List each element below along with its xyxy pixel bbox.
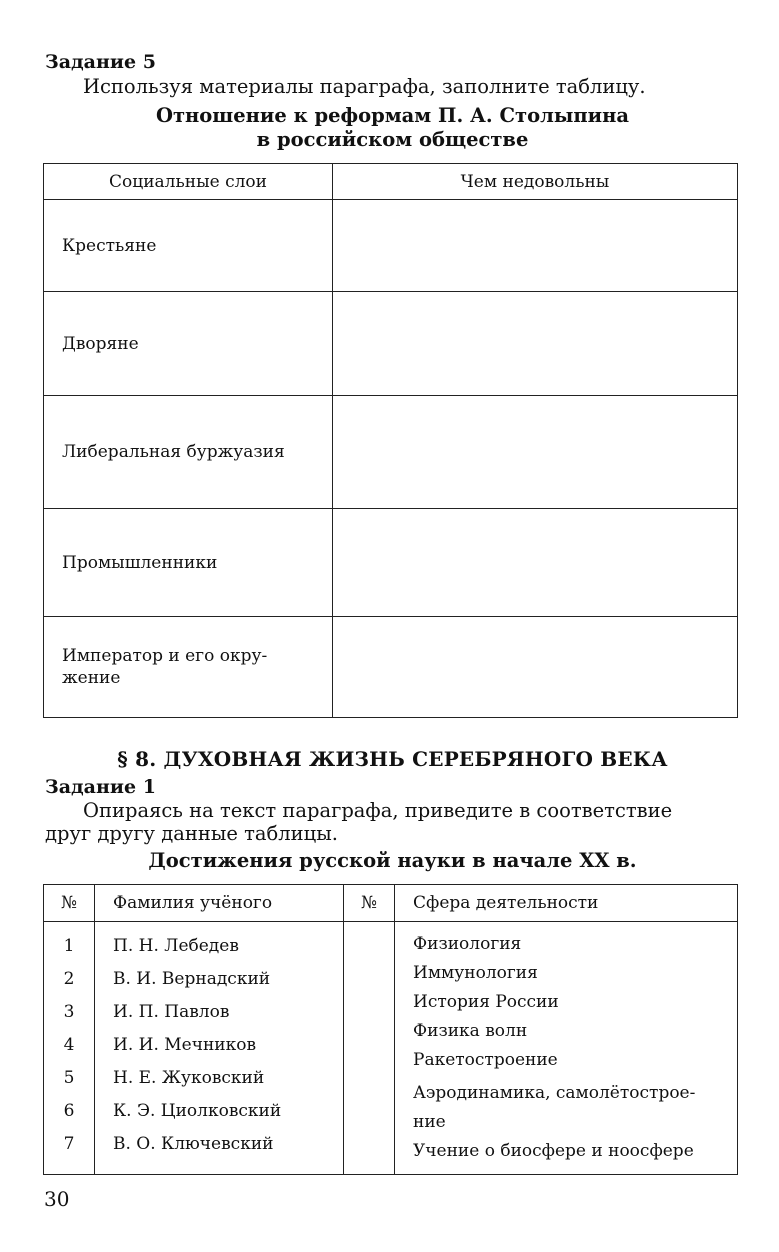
list-item: В. О. Ключевский: [113, 1134, 274, 1154]
reforms-attitude-table: [43, 163, 738, 718]
header-scientist: Фамилия учёного: [95, 885, 344, 922]
header-number-2: №: [344, 885, 395, 922]
match-answer-column[interactable]: [344, 922, 395, 1175]
header-discontent: Чем недовольны: [333, 164, 738, 200]
list-item-line: ние: [413, 1112, 446, 1132]
table-row: [44, 396, 738, 509]
scientists-column: [95, 922, 344, 1175]
list-item: Иммунология: [413, 963, 538, 983]
list-item: История России: [413, 992, 559, 1012]
list-item: 3: [63, 1002, 75, 1022]
table-body-row: [44, 922, 738, 1175]
task-5-instruction: Используя материалы параграфа, заполните таблицу.: [83, 75, 646, 98]
list-item: В. И. Вернадский: [113, 969, 271, 989]
table-2-title: Достижения русской науки в начале XX в.: [148, 849, 637, 872]
layer-cell: [44, 617, 333, 718]
list-item: И. И. Мечников: [113, 1035, 257, 1055]
list-item: К. Э. Циолковский: [113, 1101, 282, 1121]
list-item: 6: [63, 1101, 75, 1121]
layer-text-line2: жение: [62, 668, 121, 688]
table-row: [44, 292, 738, 396]
answer-cell[interactable]: [333, 292, 738, 396]
list-item: 2: [63, 969, 75, 989]
layer-cell: Промышленники: [44, 509, 333, 617]
layer-cell: Либеральная буржуазия: [44, 396, 333, 509]
spheres-column: [395, 922, 738, 1175]
list-item: 1: [63, 936, 75, 956]
numbers-column: [44, 922, 95, 1175]
header-number: №: [44, 885, 95, 922]
table-row: [44, 200, 738, 292]
list-item: 7: [63, 1134, 75, 1154]
section-title: § 8. ДУХОВНАЯ ЖИЗНЬ СЕРЕБРЯНОГО ВЕКА: [117, 747, 668, 771]
page-number: 30: [44, 1187, 70, 1211]
list-item: П. Н. Лебедев: [113, 936, 239, 956]
list-item: 4: [63, 1035, 75, 1055]
answer-cell[interactable]: [333, 617, 738, 718]
science-achievements-table: [43, 884, 738, 1175]
header-social-layers: Социальные слои: [44, 164, 333, 200]
list-item: Физика волн: [413, 1021, 528, 1041]
list-item-line: Аэродинамика, самолётострое-: [413, 1083, 696, 1103]
list-item: 5: [63, 1068, 75, 1088]
layer-cell: Крестьяне: [44, 200, 333, 292]
answer-cell[interactable]: [333, 200, 738, 292]
task-1-instruction-line2: друг другу данные таблицы.: [45, 822, 338, 845]
list-item: Физиология: [413, 934, 522, 954]
list-item: Н. Е. Жуковский: [113, 1068, 265, 1088]
list-item-multiline: [413, 1075, 736, 1137]
layer-text-line1: Император и его окру-: [62, 646, 268, 666]
answer-cell[interactable]: [333, 509, 738, 617]
list-item: И. П. Павлов: [113, 1002, 230, 1022]
list-item: Ракетостроение: [413, 1050, 558, 1070]
table-row: [44, 617, 738, 718]
table-header-row: [44, 164, 738, 200]
list-item: Учение о биосфере и ноосфере: [413, 1141, 694, 1161]
table-row: [44, 509, 738, 617]
answer-cell[interactable]: [333, 396, 738, 509]
header-sphere: Сфера деятельности: [395, 885, 738, 922]
layer-cell: Дворяне: [44, 292, 333, 396]
table-1-title-line2: в российском обществе: [256, 128, 529, 151]
table-header-row: [44, 885, 738, 922]
task-5-label: Задание 5: [45, 51, 156, 73]
table-1-title-line1: Отношение к реформам П. А. Столыпина: [155, 104, 630, 127]
task-1-instruction-line1: Опираясь на текст параграфа, приведите в соответствие: [83, 799, 673, 822]
task-1-label: Задание 1: [45, 776, 156, 798]
